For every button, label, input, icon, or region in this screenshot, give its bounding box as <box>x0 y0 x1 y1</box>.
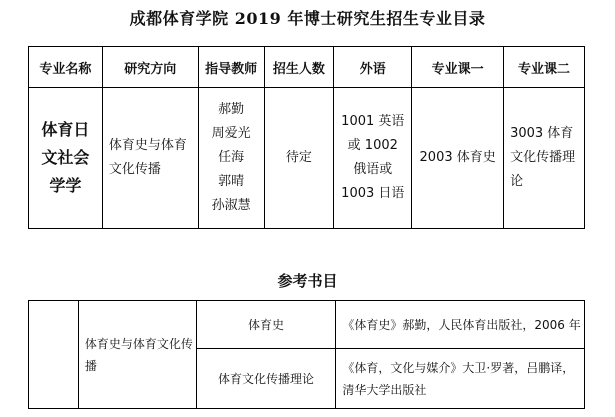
course1-cell: 2003 体育史 <box>412 88 504 229</box>
header-enrollment: 招生人数 <box>264 47 334 88</box>
reference-book: 《体育史》郝勤，人民体育出版社，2006 年 <box>336 301 585 349</box>
reference-direction-cell <box>78 301 196 409</box>
major-name-cell <box>29 88 103 229</box>
course2-text: 3003 体育文化传播理论 <box>510 126 576 189</box>
reference-subject: 体育文化传播理论 <box>196 349 336 409</box>
header-major: 专业名称 <box>29 47 103 88</box>
reference-subject: 体育史 <box>196 301 336 349</box>
enrollment-cell: 待定 <box>264 88 334 229</box>
header-course1: 专业课一 <box>412 47 504 88</box>
language-line: 俄语或 <box>353 162 393 177</box>
advisor-name: 郭晴 <box>218 174 245 189</box>
major-line: 文社会 <box>41 148 90 167</box>
language-line: 1003 日语 <box>341 186 405 201</box>
course2-cell <box>504 88 585 229</box>
header-course2: 专业课二 <box>504 47 585 88</box>
advisor-name: 郝勤 <box>218 102 245 117</box>
advisor-name: 孙淑慧 <box>211 198 251 213</box>
document-title: 成都体育学院 2019 年博士研究生招生专业目录 <box>129 9 486 28</box>
direction-text: 体育史与体育文化传播 <box>108 138 187 177</box>
catalog-table <box>28 46 585 229</box>
reference-empty-cell <box>29 301 79 409</box>
advisor-name: 任海 <box>218 150 245 165</box>
direction-cell <box>102 88 198 229</box>
language-line: 或 1002 <box>347 138 398 153</box>
reference-direction-text: 体育史与体育文化传播 <box>84 336 193 373</box>
major-line: 体育日 <box>41 120 90 139</box>
references-heading: 参考书目 <box>277 272 338 290</box>
language-cell <box>334 88 412 229</box>
header-advisor: 指导教师 <box>198 47 264 88</box>
reference-row <box>29 301 585 349</box>
language-line: 1001 英语 <box>341 114 405 129</box>
catalog-header-row <box>29 47 585 88</box>
advisor-name: 周爱光 <box>211 126 251 141</box>
catalog-row <box>29 88 585 229</box>
advisors-cell <box>198 88 264 229</box>
major-line: 学学 <box>49 176 82 195</box>
header-direction: 研究方向 <box>102 47 198 88</box>
references-table <box>28 300 585 409</box>
header-language: 外语 <box>334 47 412 88</box>
reference-book: 《体育，文化与媒介》大卫·罗著，吕鹏译，清华大学出版社 <box>336 349 585 409</box>
